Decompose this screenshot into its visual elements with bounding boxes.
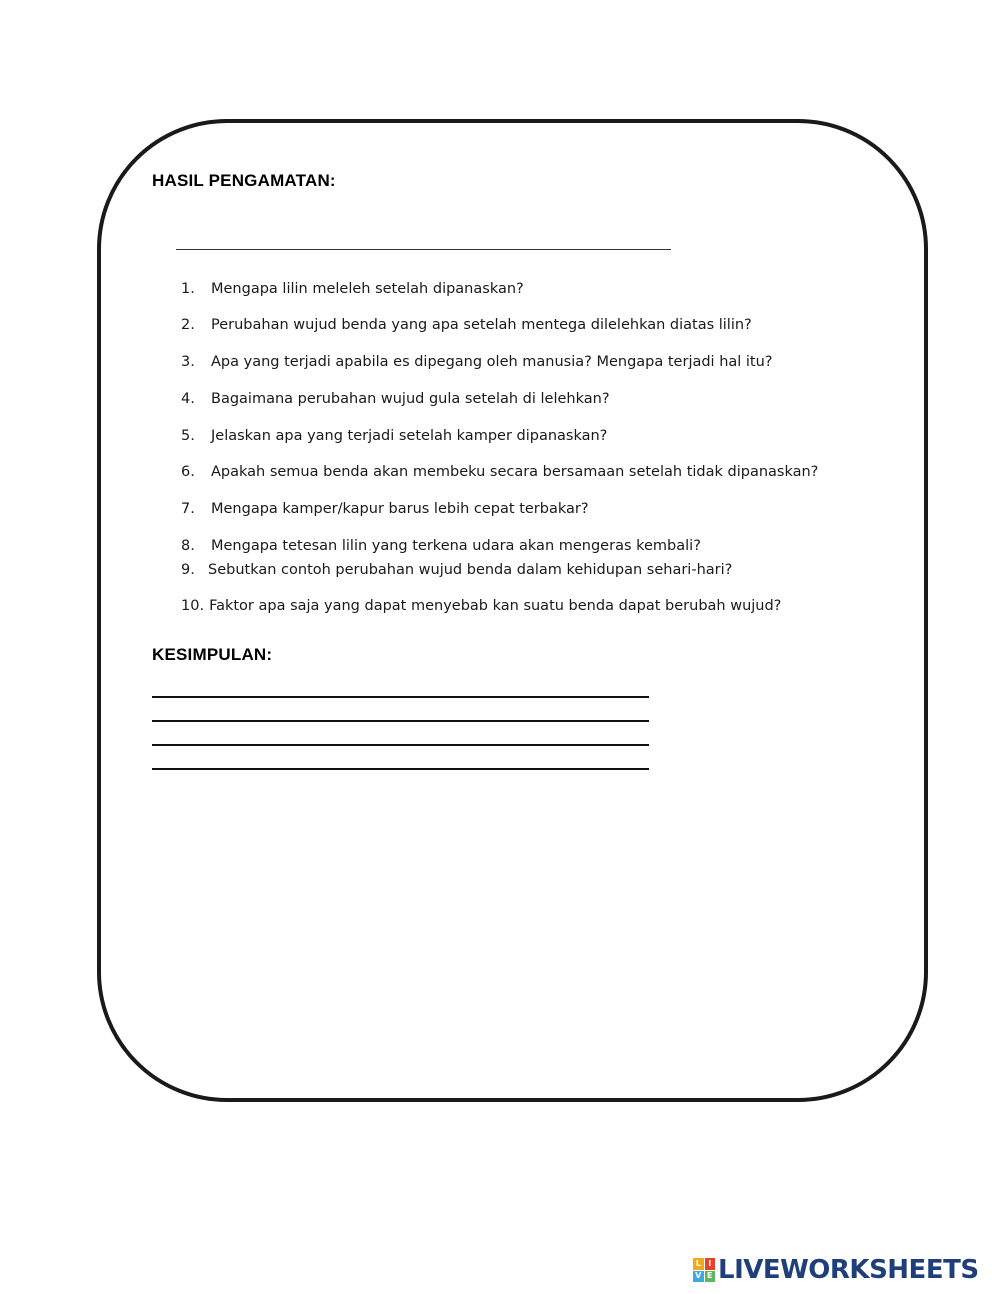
liveworksheets-badge-icon — [693, 1258, 715, 1282]
conclusion-answer-line[interactable] — [152, 768, 649, 770]
liveworksheets-wordmark: LIVEWORKSHEETS — [718, 1255, 979, 1285]
question-number: 3. — [181, 354, 195, 370]
question-8 — [181, 538, 701, 554]
question-5 — [181, 428, 607, 444]
question-number: 6. — [181, 464, 195, 480]
question-9 — [181, 562, 732, 578]
question-1 — [181, 281, 524, 297]
conclusion-answer-line[interactable] — [152, 744, 649, 746]
question-text: Apa yang terjadi apabila es dipegang oleh manusia? Mengapa terjadi hal itu? — [211, 354, 773, 370]
question-text: Faktor apa saja yang dapat menyebab kan suatu benda dapat berubah wujud? — [209, 598, 782, 614]
hasil-pengamatan-heading: HASIL PENGAMATAN: — [152, 171, 336, 190]
badge-letter: E — [705, 1271, 716, 1283]
badge-letter: V — [693, 1271, 704, 1283]
badge-letter: L — [693, 1258, 704, 1270]
question-10 — [181, 598, 781, 614]
question-number: 2. — [181, 317, 195, 333]
question-number: 8. — [181, 538, 195, 554]
observation-answer-line[interactable] — [176, 249, 671, 250]
question-number: 4. — [181, 391, 195, 407]
conclusion-answer-line[interactable] — [152, 696, 649, 698]
question-text: Apakah semua benda akan membeku secara bersamaan setelah tidak dipanaskan? — [211, 464, 819, 480]
question-text: Perubahan wujud benda yang apa setelah mentega dilelehkan diatas lilin? — [211, 317, 752, 333]
liveworksheets-logo — [693, 1255, 979, 1285]
question-2 — [181, 317, 752, 333]
question-text: Sebutkan contoh perubahan wujud benda dalam kehidupan sehari-hari? — [208, 562, 733, 578]
question-number: 5. — [181, 428, 195, 444]
question-number: 10. — [181, 598, 205, 614]
question-number: 1. — [181, 281, 195, 297]
question-text: Mengapa kamper/kapur barus lebih cepat terbakar? — [211, 501, 589, 517]
question-text: Jelaskan apa yang terjadi setelah kamper dipanaskan? — [211, 428, 608, 444]
question-7 — [181, 501, 589, 517]
question-6 — [181, 464, 818, 480]
question-text: Mengapa tetesan lilin yang terkena udara akan mengeras kembali? — [211, 538, 701, 554]
question-number: 9. — [181, 562, 195, 578]
badge-letter: I — [705, 1258, 716, 1270]
question-text: Bagaimana perubahan wujud gula setelah di lelehkan? — [211, 391, 610, 407]
question-3 — [181, 354, 773, 370]
question-4 — [181, 391, 610, 407]
question-number: 7. — [181, 501, 195, 517]
conclusion-answer-line[interactable] — [152, 720, 649, 722]
kesimpulan-heading: KESIMPULAN: — [152, 645, 273, 664]
question-text: Mengapa lilin meleleh setelah dipanaskan? — [211, 281, 524, 297]
